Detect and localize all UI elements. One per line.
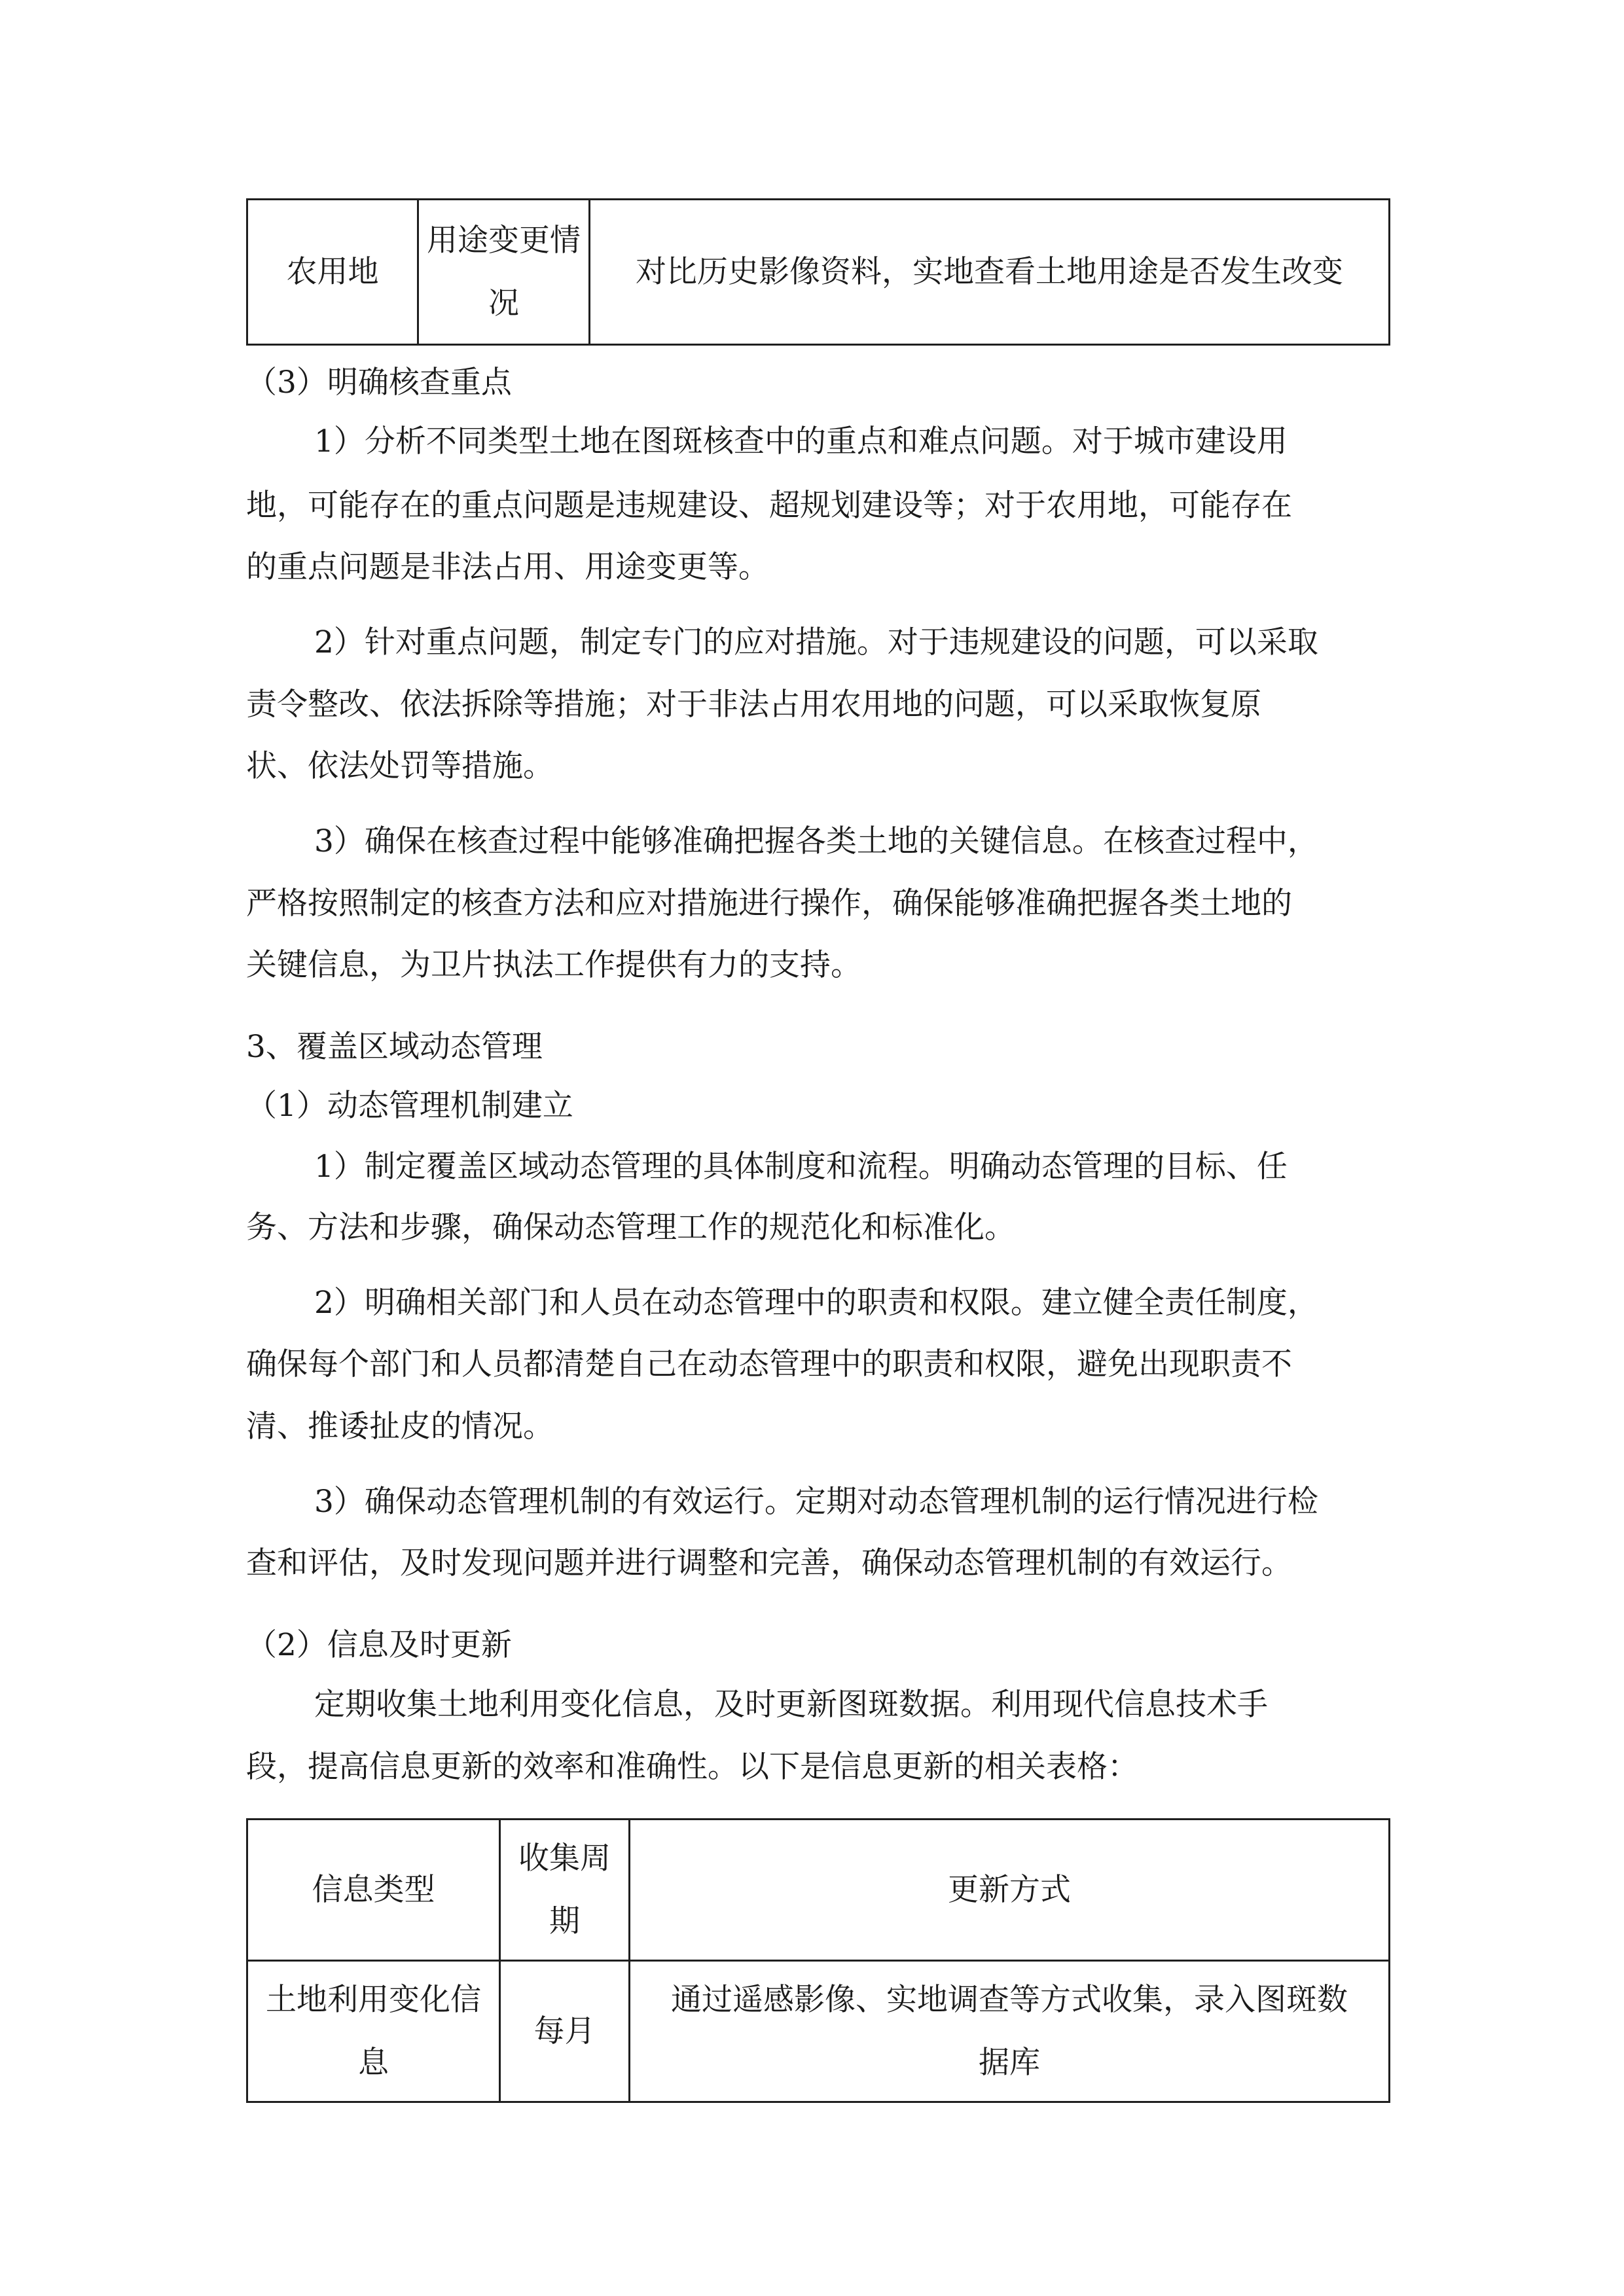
cell-update-method: 通过遥感影像、实地调查等方式收集，录入图斑数 据库	[630, 1961, 1390, 2102]
heading-key-focus: （3）明确核查重点	[246, 365, 512, 401]
paragraph-line: 1）分析不同类型土地在图斑核查中的重点和难点问题。对于城市建设用	[314, 423, 1288, 459]
paragraph-line: 3）确保在核查过程中能够准确把握各类土地的关键信息。在核查过程中，	[314, 823, 1318, 859]
header-update-method: 更新方式	[630, 1820, 1390, 1961]
paragraph-line: 关键信息，为卫片执法工作提供有力的支持。	[246, 947, 861, 983]
paragraph-line: 3）确保动态管理机制的有效运行。定期对动态管理机制的运行情况进行检	[314, 1484, 1318, 1520]
table-row	[247, 1961, 1390, 2102]
paragraph-line: 务、方法和步骤，确保动态管理工作的规范化和标准化。	[246, 1210, 1015, 1246]
subsection-heading: （1）动态管理机制建立	[246, 1088, 573, 1124]
cell-collect-cycle: 每月	[500, 1961, 630, 2102]
info-update-table	[246, 1818, 1390, 2103]
paragraph-line: 段，提高信息更新的效率和准确性。以下是信息更新的相关表格：	[246, 1749, 1138, 1785]
paragraph-line: 清、推诿扯皮的情况。	[246, 1408, 554, 1444]
paragraph-line: 定期收集土地利用变化信息，及时更新图斑数据。利用现代信息技术手	[314, 1687, 1268, 1723]
table-cell-check-item: 用途变更情 况	[418, 200, 590, 345]
paragraph-line: 2）明确相关部门和人员在动态管理中的职责和权限。建立健全责任制度，	[314, 1285, 1318, 1321]
paragraph-line: 责令整改、依法拆除等措施；对于非法占用农用地的问题，可以采取恢复原	[246, 687, 1261, 723]
header-collect-cycle: 收集周 期	[500, 1820, 630, 1961]
table-cell-check-method: 对比历史影像资料，实地查看土地用途是否发生改变	[590, 200, 1390, 345]
section-heading: 3、覆盖区域动态管理	[246, 1029, 543, 1065]
paragraph-line: 2）针对重点问题，制定专门的应对措施。对于违规建设的问题，可以采取	[314, 624, 1318, 660]
table-header-row	[247, 1820, 1390, 1961]
table-cell-land-type: 农用地	[247, 200, 418, 345]
cell-info-type: 土地利用变化信 息	[247, 1961, 500, 2102]
table-row	[247, 200, 1390, 345]
paragraph-line: 1）制定覆盖区域动态管理的具体制度和流程。明确动态管理的目标、任	[314, 1149, 1288, 1185]
paragraph-line: 严格按照制定的核查方法和应对措施进行操作，确保能够准确把握各类土地的	[246, 886, 1292, 922]
paragraph-line: 确保每个部门和人员都清楚自己在动态管理中的职责和权限，避免出现职责不	[246, 1346, 1292, 1382]
header-info-type: 信息类型	[247, 1820, 500, 1961]
paragraph-line: 地，可能存在的重点问题是违规建设、超规划建设等；对于农用地，可能存在	[246, 488, 1292, 524]
paragraph-line: 状、依法处罚等措施。	[246, 748, 554, 784]
paragraph-line: 查和评估，及时发现问题并进行调整和完善，确保动态管理机制的有效运行。	[246, 1545, 1292, 1581]
subsection-heading: （2）信息及时更新	[246, 1627, 512, 1663]
paragraph-line: 的重点问题是非法占用、用途变更等。	[246, 549, 769, 585]
land-check-table	[246, 198, 1390, 346]
